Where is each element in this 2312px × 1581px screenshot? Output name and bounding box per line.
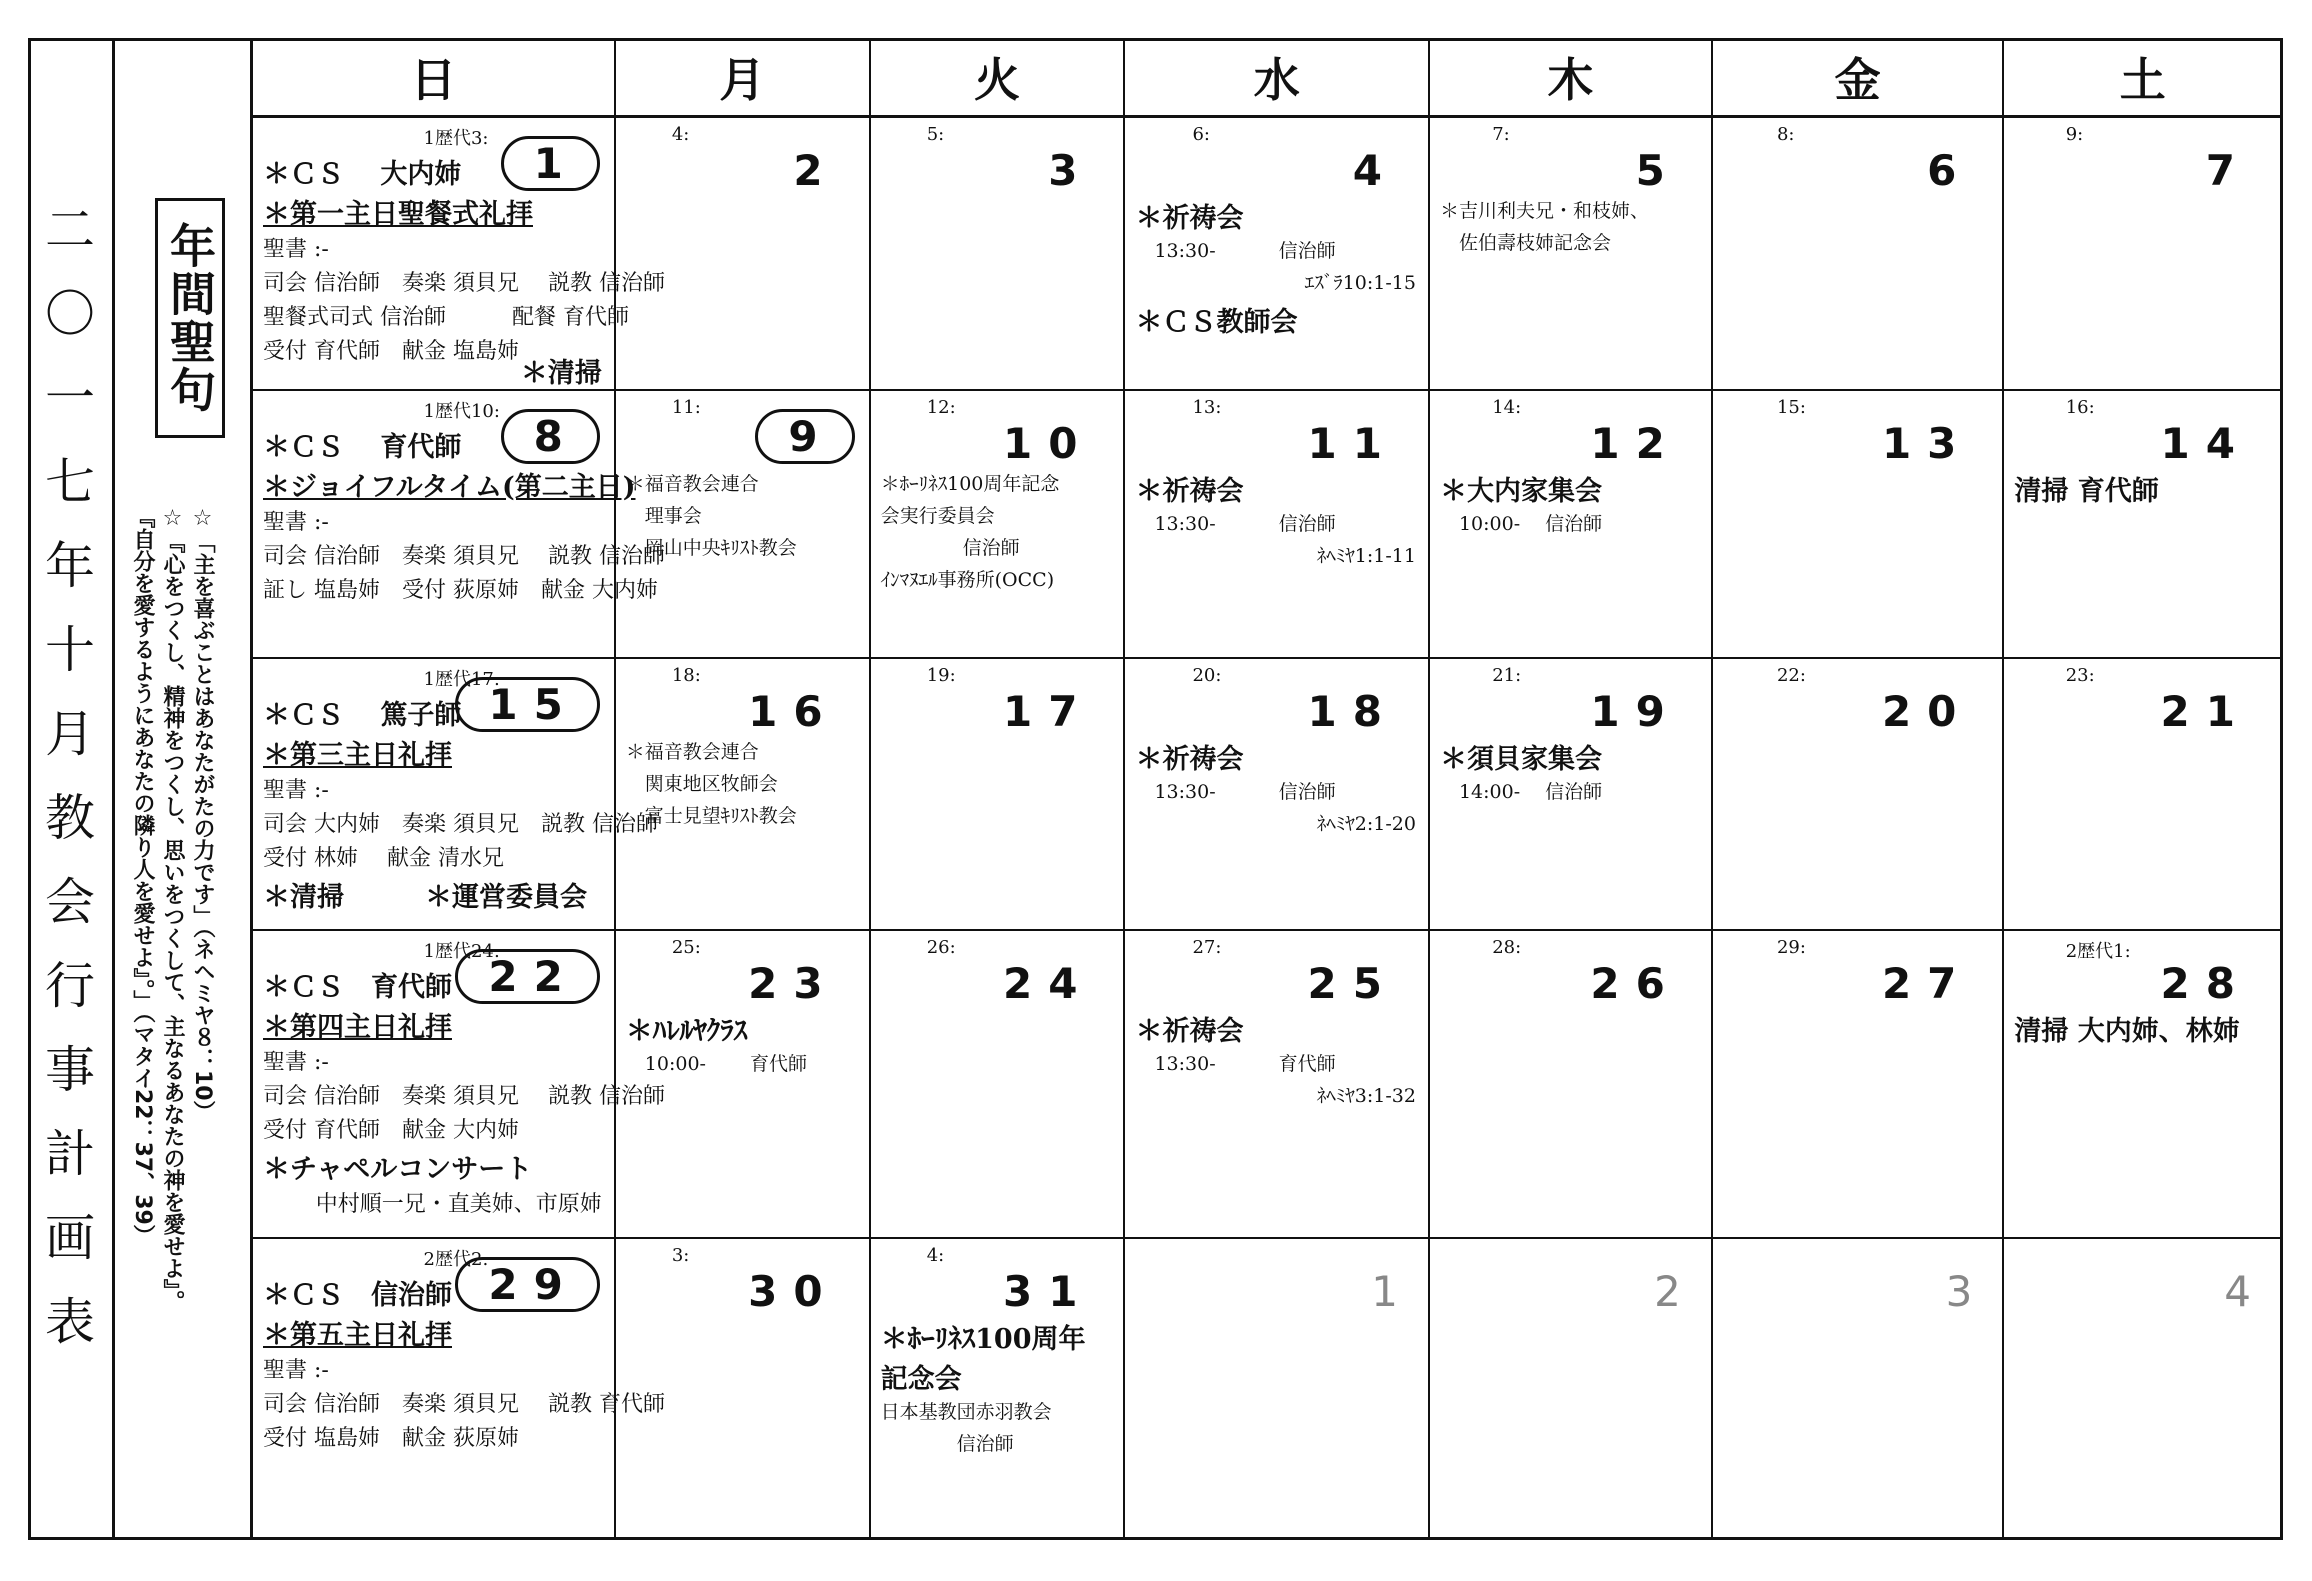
verse-heading: 年間聖句 xyxy=(155,198,225,438)
event-line: 聖餐式司式 信治師 配餐 育代師 xyxy=(263,305,629,330)
day-cell xyxy=(1125,391,1430,659)
event-line: ＊第五主日礼拝 xyxy=(263,1320,452,1351)
day-number: 31 xyxy=(1003,1267,1094,1316)
day-number: 21 xyxy=(2160,687,2251,736)
title-char: 計 xyxy=(45,1125,95,1183)
bible-reading-ref: 28: xyxy=(1492,937,1522,958)
day-number: 1 xyxy=(501,136,600,191)
bible-reading-ref: 1歴代17: xyxy=(423,669,500,690)
bible-reading-ref: 8: xyxy=(1776,124,1795,145)
day-number: 8 xyxy=(501,409,600,464)
day-cell xyxy=(616,118,871,391)
event-line: ＊ﾎｰﾘﾈｽ100周年記念 xyxy=(880,473,1060,495)
event-line: 13:30- 育代師 xyxy=(1135,1053,1336,1075)
event-line: ＊福音教会連合 xyxy=(625,741,759,763)
event-line: 受付 育代師 献金 塩島姉 xyxy=(263,339,519,364)
day-cell xyxy=(1713,118,2005,391)
day-number: 10 xyxy=(1003,419,1094,468)
day-cell xyxy=(1430,659,1713,931)
event-line: 司会 信治師 奏楽 須貝兄 説教 信治師 xyxy=(263,271,665,296)
day-cell xyxy=(616,931,871,1239)
event-line: 清掃 大内姉、林姉 xyxy=(2014,1016,2240,1047)
event-line: 10:00- 信治師 xyxy=(1439,513,1603,535)
bible-reading-ref: 15: xyxy=(1776,397,1806,418)
weekday-header: 火 xyxy=(871,38,1126,118)
bible-reading-ref: 1歴代10: xyxy=(423,401,500,422)
event-line: 司会 信治師 奏楽 須貝兄 説教 信治師 xyxy=(263,1084,665,1109)
weekday-header: 水 xyxy=(1125,38,1430,118)
event-line: 14:00- 信治師 xyxy=(1439,781,1603,803)
event-line: 中村順一兄・直美姉、市原姉 xyxy=(315,1192,602,1217)
event-line: ＊祈祷会 xyxy=(1135,1016,1244,1047)
event-line: 清掃 育代師 xyxy=(2014,476,2159,507)
day-number: 19 xyxy=(1590,687,1681,736)
bible-reading-ref: 16: xyxy=(2065,397,2095,418)
weekday-header: 日 xyxy=(253,38,616,118)
weekday-header: 金 xyxy=(1713,38,2005,118)
day-number: 14 xyxy=(2160,419,2251,468)
title-char: 行 xyxy=(45,957,95,1015)
event-line: 13:30- 信治師 xyxy=(1135,513,1336,535)
day-cell xyxy=(871,1239,1126,1540)
event-line: ＊清掃 xyxy=(520,358,602,389)
event-line: ＊第一主日聖餐式礼拝 xyxy=(263,199,533,230)
day-cell xyxy=(616,391,871,659)
bible-reading-ref: 4: xyxy=(926,1245,945,1266)
event-line: ＊福音教会連合 xyxy=(625,473,759,495)
event-line: ﾈﾍﾐﾔ1:1-11 xyxy=(1316,545,1416,567)
title-char: 七 xyxy=(45,453,95,511)
day-number: 11 xyxy=(1307,419,1398,468)
day-cell xyxy=(1430,391,1713,659)
title-char: 事 xyxy=(45,1041,95,1099)
day-cell xyxy=(2004,931,2283,1239)
title-char: 表 xyxy=(45,1293,95,1351)
event-line: ｴｽﾞﾗ10:1-15 xyxy=(1304,272,1416,294)
day-cell xyxy=(2004,391,2283,659)
event-line: 信治師 xyxy=(880,537,1020,559)
event-line: 聖書 :- xyxy=(263,1050,329,1075)
day-number: 3 xyxy=(1048,146,1094,195)
day-number: 4 xyxy=(1352,146,1398,195)
event-line: 13:30- 信治師 xyxy=(1135,240,1336,262)
day-cell xyxy=(1713,1239,2005,1540)
event-line: 日本基教団赤羽教会 xyxy=(880,1401,1052,1423)
title-char: 年 xyxy=(45,537,95,595)
event-line: ＊ﾎｰﾘﾈｽ100周年 xyxy=(880,1324,1086,1355)
title-char: 教 xyxy=(45,789,95,847)
event-line: 会実行委員会 xyxy=(880,505,995,527)
event-line: 関東地区牧師会 xyxy=(625,773,778,795)
bible-reading-ref: 1歴代24: xyxy=(423,941,500,962)
bible-reading-ref: 19: xyxy=(926,665,956,686)
day-cell xyxy=(2004,659,2283,931)
day-cell xyxy=(871,391,1126,659)
event-line: 聖書 :- xyxy=(263,510,329,535)
event-line: ｲﾝﾏﾇｴﾙ事務所(OCC) xyxy=(880,569,1055,591)
event-line: 10:00- 育代師 xyxy=(625,1053,808,1075)
day-number: 28 xyxy=(2160,959,2251,1008)
day-cell xyxy=(1125,1239,1430,1540)
event-line: ＊ＣＳ 育代師 xyxy=(263,972,452,1003)
event-line: 佐伯壽枝姉記念会 xyxy=(1439,232,1611,254)
event-line: 理事会 xyxy=(625,505,702,527)
day-cell xyxy=(2004,118,2283,391)
verse-text xyxy=(127,506,217,1526)
day-number: 5 xyxy=(1635,146,1681,195)
day-cell xyxy=(1125,118,1430,391)
event-line: 証し 塩島姉 受付 荻原姉 献金 大内姉 xyxy=(263,578,658,603)
event-line: 司会 大内姉 奏楽 須貝兄 説教 信治師 xyxy=(263,812,658,837)
event-line: ＊ＣＳ 育代師 xyxy=(263,432,462,463)
day-number: 4 xyxy=(2224,1267,2251,1316)
calendar-title xyxy=(28,38,115,1540)
bible-reading-ref: 29: xyxy=(1776,937,1806,958)
event-line: 聖書 :- xyxy=(263,237,329,262)
bible-reading-ref: 9: xyxy=(2065,124,2084,145)
weekday-header: 月 xyxy=(616,38,871,118)
title-char: 十 xyxy=(45,621,95,679)
day-cell xyxy=(871,659,1126,931)
title-char: 二 xyxy=(45,201,95,259)
event-line: 岡山中央ｷﾘｽﾄ教会 xyxy=(625,537,797,559)
event-line: 聖書 :- xyxy=(263,778,329,803)
bible-reading-ref: 27: xyxy=(1192,937,1222,958)
bible-reading-ref: 26: xyxy=(926,937,956,958)
event-line: 記念会 xyxy=(880,1364,962,1395)
event-line: ＊祈祷会 xyxy=(1135,476,1244,507)
bible-reading-ref: 25: xyxy=(671,937,701,958)
event-line: ＊祈祷会 xyxy=(1135,744,1244,775)
day-cell xyxy=(253,1239,665,1540)
event-line: ﾈﾍﾐﾔ3:1-32 xyxy=(1316,1085,1416,1107)
day-cell xyxy=(1713,659,2005,931)
annual-verse-column xyxy=(115,38,253,1540)
event-line: ＊須貝家集会 xyxy=(1439,744,1602,775)
event-line: ＊ＣＳ 大内姉 xyxy=(263,159,462,190)
day-number: 17 xyxy=(1003,687,1094,736)
calendar-grid xyxy=(253,38,2283,1540)
event-line: ＊ＣＳ 篤子師 xyxy=(263,700,462,731)
weekday-header: 土 xyxy=(2004,38,2283,118)
day-number: 24 xyxy=(1003,959,1094,1008)
bible-reading-ref: 7: xyxy=(1492,124,1510,145)
day-cell xyxy=(253,118,665,391)
event-line: 聖書 :- xyxy=(263,1358,329,1383)
bible-reading-ref: 18: xyxy=(671,665,701,686)
event-line: 13:30- 信治師 xyxy=(1135,781,1336,803)
event-line: ＊清掃 ＊運営委員会 xyxy=(263,882,587,913)
event-line: ＊第四主日礼拝 xyxy=(263,1012,452,1043)
bible-reading-ref: 13: xyxy=(1192,397,1222,418)
title-char: 〇 xyxy=(45,285,95,343)
bible-reading-ref: 2歴代2: xyxy=(423,1249,489,1270)
event-line: ＊ＣＳ教師会 xyxy=(1135,307,1298,338)
bible-reading-ref: 5: xyxy=(926,124,945,145)
event-line: ＊吉川利夫兄・和枝姉、 xyxy=(1439,200,1649,222)
verse-line: 『自分を愛するようにあなたの隣り人を愛せよ』。」（マタイ22：37、39） xyxy=(130,506,155,1247)
day-number: 26 xyxy=(1590,959,1681,1008)
event-line: ＊ﾊﾚﾙﾔｸﾗｽ xyxy=(625,1016,748,1047)
event-line: ＊ＣＳ 信治師 xyxy=(263,1280,452,1311)
bible-reading-ref: 4: xyxy=(671,124,690,145)
event-line: ＊祈祷会 xyxy=(1135,203,1244,234)
event-line: 富士見望ｷﾘｽﾄ教会 xyxy=(625,805,797,827)
event-line: 信治師 xyxy=(880,1433,1014,1455)
day-cell xyxy=(1713,391,2005,659)
day-cell xyxy=(616,659,871,931)
day-number: 15 xyxy=(455,677,599,732)
day-cell xyxy=(616,1239,871,1540)
event-line: 受付 林姉 献金 清水兄 xyxy=(263,846,504,871)
day-number: 27 xyxy=(1881,959,1973,1008)
weekday-header: 木 xyxy=(1430,38,1713,118)
day-cell xyxy=(1430,1239,1713,1540)
event-line: 受付 育代師 献金 大内姉 xyxy=(263,1118,519,1143)
day-cell xyxy=(1125,931,1430,1239)
event-line: ＊ジョイフルタイム(第二主日) xyxy=(263,472,636,503)
day-number: 7 xyxy=(2205,146,2251,195)
bible-reading-ref: 2歴代1: xyxy=(2065,941,2131,962)
bible-reading-ref: 12: xyxy=(926,397,956,418)
bible-reading-ref: 11: xyxy=(671,397,701,418)
day-number: 20 xyxy=(1881,687,1973,736)
day-number: 16 xyxy=(748,687,839,736)
day-cell xyxy=(253,659,658,931)
day-cell xyxy=(1713,931,2005,1239)
title-char: 一 xyxy=(45,369,95,427)
day-number: 25 xyxy=(1307,959,1398,1008)
day-number: 9 xyxy=(755,409,854,464)
day-number: 29 xyxy=(455,1257,599,1312)
day-number: 23 xyxy=(748,959,839,1008)
title-char: 月 xyxy=(45,705,95,763)
day-number: 22 xyxy=(455,949,599,1004)
bible-reading-ref: 1歴代3: xyxy=(423,128,489,149)
day-cell xyxy=(1430,118,1713,391)
day-number: 3 xyxy=(1945,1267,1973,1316)
event-line: ﾈﾍﾐﾔ2:1-20 xyxy=(1316,813,1416,835)
bible-reading-ref: 3: xyxy=(671,1245,690,1266)
day-number: 13 xyxy=(1881,419,1973,468)
event-line: 受付 塩島姉 献金 荻原姉 xyxy=(263,1426,519,1451)
day-number: 2 xyxy=(1654,1267,1681,1316)
bible-reading-ref: 23: xyxy=(2065,665,2095,686)
day-number: 6 xyxy=(1927,146,1973,195)
event-line: 司会 信治師 奏楽 須貝兄 説教 信治師 xyxy=(263,544,665,569)
day-cell xyxy=(2004,1239,2283,1540)
event-line: ＊大内家集会 xyxy=(1439,476,1602,507)
bible-reading-ref: 14: xyxy=(1492,397,1522,418)
bible-reading-ref: 6: xyxy=(1192,124,1210,145)
day-cell xyxy=(1430,931,1713,1239)
day-number: 30 xyxy=(748,1267,839,1316)
verse-line: ☆「主を喜ぶことはあなたがたの力です」（ネヘミヤ８：10） xyxy=(190,506,215,1123)
day-number: 18 xyxy=(1307,687,1398,736)
day-number: 12 xyxy=(1590,419,1681,468)
day-number: 1 xyxy=(1371,1267,1398,1316)
day-cell xyxy=(1125,659,1430,931)
title-char: 画 xyxy=(45,1209,95,1267)
event-line: ＊第三主日礼拝 xyxy=(263,740,452,771)
bible-reading-ref: 20: xyxy=(1192,665,1222,686)
bible-reading-ref: 22: xyxy=(1776,665,1806,686)
event-line: ＊チャペルコンサート xyxy=(263,1154,533,1185)
verse-line: ☆『心をつくし、精神をつくし、思いをつくして、主なるあなたの神を愛せよ』。 xyxy=(160,506,185,1312)
bible-reading-ref: 21: xyxy=(1492,665,1522,686)
day-cell xyxy=(871,118,1126,391)
title-char: 会 xyxy=(45,873,95,931)
day-cell xyxy=(253,931,665,1239)
day-number: 2 xyxy=(793,146,839,195)
day-cell xyxy=(871,931,1126,1239)
event-line: 司会 信治師 奏楽 須貝兄 説教 育代師 xyxy=(263,1392,665,1417)
